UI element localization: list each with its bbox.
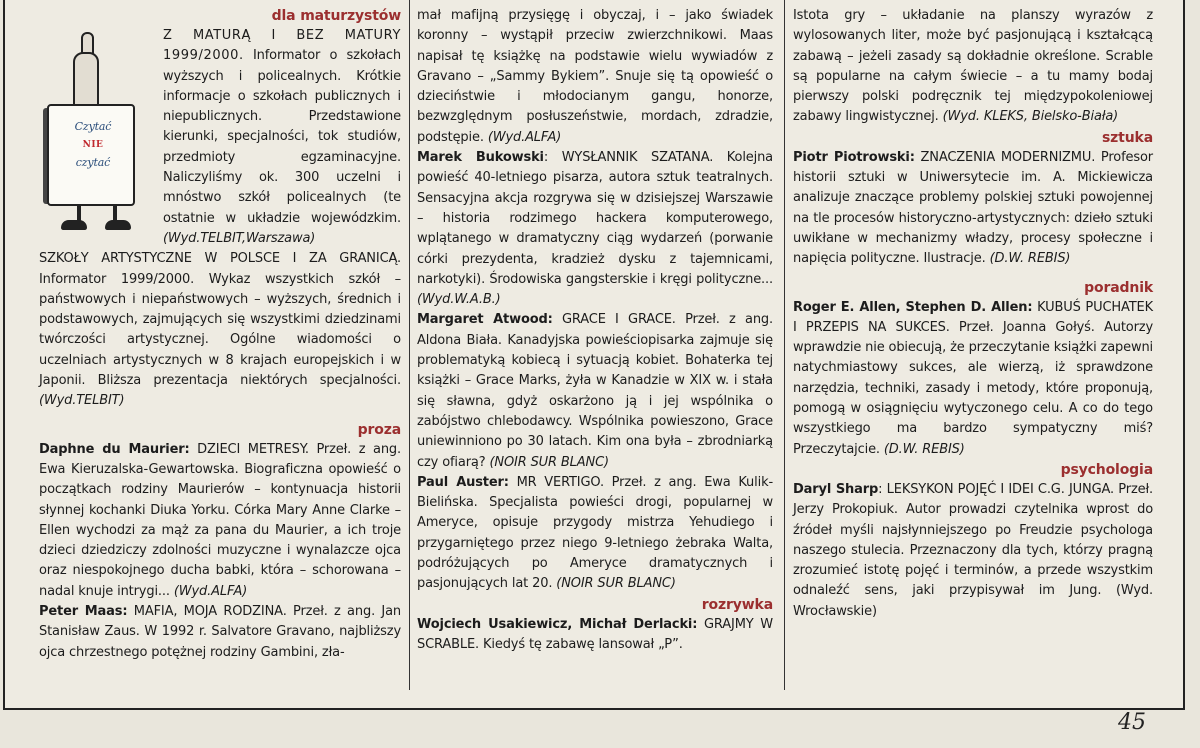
- entry-text: : LEKSYKON POJĘĆ I IDEI C.G. JUNGA. Przeł. Jerzy Prokopiuk. Autor prowadzi czytelnika wprost do źródeł myśli najsłynniejszego po Freudzie psychologa naszego stulecia. Przeznaczony dla tych, którzy pragną zrozumieć istotę pojęć i terminów, a przede wszystkim odnaleźć sens, jaki przypisywał im Jung. (Wyd. Wrocławskie): [793, 481, 1153, 619]
- entry-scrable-continued: [793, 6, 1153, 128]
- entry-szkoly-artystyczne: [39, 249, 401, 411]
- publisher: (Wyd.W.A.B.): [417, 292, 501, 308]
- book-cover-text: [53, 118, 133, 172]
- entry-title: SZKOŁY ARTYSTYCZNE W POLSCE I ZA GRANICĄ.: [39, 251, 401, 267]
- entry-text: GRACE I GRACE. Przeł. z ang. Aldona Biała. Kanadyjska powieściopisarka zajmuje się problematyką kobiecą i sytuacją kobiet. Bohaterka tej książki – Grace Marks, żyła w Kanadzie w XIX w. i stała się sławna, gdyż oskarżono ją i jej wspólnika o zabójstwo chlebodawcy. Wspólnika powieszono, Grace uniewinniono po 30 latach. Kim ona była – zbrodniarką czy ofiarą?: [417, 312, 773, 470]
- publisher: (Wyd.ALFA): [173, 583, 248, 599]
- publisher: (Wyd.TELBIT,Warszawa): [163, 230, 316, 246]
- publisher: (D.W. REBIS): [989, 251, 1071, 267]
- entry-title: Z MATURĄ I BEZ MATURY 1999/2000.: [163, 28, 401, 64]
- hand-icon: [73, 52, 99, 110]
- entry-sharp: [793, 480, 1153, 622]
- entry-author: Piotr Piotrowski:: [793, 149, 915, 165]
- section-heading-maturzysci: dla maturzystów: [271, 8, 401, 24]
- section-heading-psychologia: psychologia: [1060, 461, 1153, 478]
- book-text-line: Czytać: [74, 120, 112, 133]
- entry-text: : WYSŁANNIK SZATANA. Kolejna powieść 40-letniego pisarza, autora sztuk teatralnych. Sensacyjna akcja rozgrywa się w dzisiejszej Warszawie – historia rodzimego hackera komputerowego, wplątanego w dramatyczny ciąg wydarzeń (porwanie córki prezydenta, kradzież dysku z tajemnicami, narkotyki). Środowiska gangsterskie i kręgi polityczne...: [417, 150, 774, 287]
- entry-author: Margaret Atwood:: [417, 312, 553, 328]
- entry-author: Peter Maas:: [39, 604, 128, 620]
- entry-piotrowski: [793, 148, 1153, 270]
- entry-text: Istota gry – układanie na planszy wyrazów z wylosowanych liter, może być pasjonującą i kształcącą zabawą – jeżeli zasady są dokładnie określone. Scrable są popularne na całym świecie – a tu mamy bodaj pierwszy polski podręcznik tej międzypokoleniowej zabawy lingwistycznej.: [793, 8, 1153, 125]
- entry-author: Roger E. Allen, Stephen D. Allen:: [793, 299, 1033, 315]
- entry-usakiewicz: [417, 615, 773, 656]
- entry-maas: [39, 602, 401, 663]
- entry-text: KUBUŚ PUCHATEK I PRZEPIS NA SUKCES. Przeł. Joanna Gołyś. Autorzy wprawdzie nie obiecują, że przeczytanie książki zapewni natychmiastowy sukces, ale wierzą, iż sprawdzone narzędzia, techniki, zasady i metody, które proponują, pomogą w osiągnięciu wytyczonego celu. A co do tego wszystkiego ma bardzo sympatyczny miś? Przeczytajcie.: [793, 299, 1154, 457]
- book-text-line: czytać: [75, 156, 111, 169]
- entry-auster: [417, 473, 773, 595]
- entry-author: Paul Auster:: [417, 474, 509, 490]
- column-1: [39, 6, 401, 663]
- section-heading-poradnik: poradnik: [1084, 279, 1153, 296]
- publisher: (NOIR SUR BLANC): [556, 576, 676, 592]
- shoe-icon: [61, 220, 87, 230]
- entry-bukowski: [417, 148, 773, 310]
- page-frame: [3, 0, 1185, 710]
- publisher: (D.W. REBIS): [883, 441, 965, 457]
- page-number: 45: [1118, 710, 1146, 735]
- entry-author: Daryl Sharp: [793, 481, 879, 497]
- entry-text: ZNACZENIA MODERNIZMU. Profesor historii sztuki w Uniwersytecie im. A. Mickiewicza analizuje znaczące problemy polskiej sztuki powojennej na tle procesów historyczno-artystycznych: dzieło sztuki uwikłane w mechanizmy władzy, procesy społeczne i napięcia polityczne. Ilustracje.: [793, 149, 1153, 267]
- entry-maas-continued: [417, 6, 773, 148]
- entry-text: Informator o szkołach wyższych i policealnych. Krótkie informacje o szkołach publicznych i niepublicznych. Przedstawione kierunki, specjalności, tok studiów, przedmioty egzaminacyjne. Naliczyliśmy ok. 300 uczelni i mnóstwo szkół policealnych (te ostatnie w układzie wojewódzkim.: [163, 48, 401, 226]
- entry-allen: [793, 298, 1153, 460]
- section-heading-sztuka: sztuka: [1102, 129, 1153, 146]
- shoe-icon: [105, 220, 131, 230]
- entry-atwood: [417, 310, 773, 472]
- entry-author: Wojciech Usakiewicz, Michał Derlacki:: [417, 616, 698, 632]
- entry-text: mał mafijną przysięgę i obyczaj, i – jako świadek koronny – wystąpił przeciw zwierzchnikowi. Maas napisał tę książkę na podstawie wielu wywiadów z Gravano – „Sammy Bykiem”. Snuje się tą opowieść o dzieciństwie i młodocianym gangu, honorze, bezwzględnym posłuszeństwie, mordach, zdradzie, podstępie.: [417, 8, 773, 145]
- entry-author: Daphne du Maurier:: [39, 441, 190, 457]
- czytac-nie-czytac-illustration: [39, 26, 157, 234]
- entry-text: GRAJMY W SCRABLE. Kiedyś tę zabawę lansował „P”.: [417, 616, 773, 652]
- column-rule: [409, 0, 410, 690]
- section-heading-proza: proza: [357, 421, 401, 438]
- entry-text: DZIECI METRESY. Przeł. z ang. Ewa Kieruzalska-Gewartowska. Biograficzna opowieść o początkach rodziny Maurierów – kontynuacja historii słynnej kochanki Diuka Yorku. Córka Mary Anne Clarke – Ellen wychodzi za mąż za pana du Maurier, a ich troje dzieci dziedziczy zdolności muzyczne i wynalazcze ojca oraz niespokojnego ducha babki, która – schorowana – nadal knuje intrygi...: [39, 441, 401, 599]
- entry-author: Marek Bukowski: [417, 150, 544, 166]
- publisher: (Wyd.ALFA): [487, 129, 562, 145]
- publisher: (Wyd.TELBIT): [39, 393, 125, 409]
- book-text-nie: NIE: [82, 140, 104, 150]
- column-rule: [784, 0, 785, 690]
- publisher: (Wyd. KLEKS, Bielsko-Biała): [942, 109, 1119, 125]
- entry-text: MR VERTIGO. Przeł. z ang. Ewa Kulik-Bielińska. Specjalista powieści drogi, popularnej w Ameryce, opisuje przygody mistrza Yehudiego i przygarniętego przez niego 9-letniego żebraka Walta, podróżujących po Ameryce dramatycznych i pasjonujących lat 20.: [417, 474, 773, 592]
- column-2: [417, 6, 773, 655]
- entry-text: Informator 1999/2000. Wykaz wszystkich szkół – państwowych i niepaństwowych – wyższych, średnich i podstawowych, zajmujących się wszystkimi dziedzinami twórczości artystycznej. Ogólne wiadomości o uczelniach artystycznych w 8 krajach europejskich i w Japonii. Bliższa prezentacja niektórych specjalności.: [39, 271, 401, 389]
- section-heading-rozrywka: rozrywka: [701, 596, 773, 613]
- entry-text: MAFIA, MOJA RODZINA. Przeł. z ang. Jan Stanisław Zaus. W 1992 r. Salvatore Gravano, najbliższy ojca chrzestnego potężnej rodziny Gambini, zła-: [39, 604, 401, 660]
- entry-du-maurier: [39, 440, 401, 602]
- column-3: [793, 6, 1153, 622]
- publisher: (NOIR SUR BLANC): [489, 454, 609, 470]
